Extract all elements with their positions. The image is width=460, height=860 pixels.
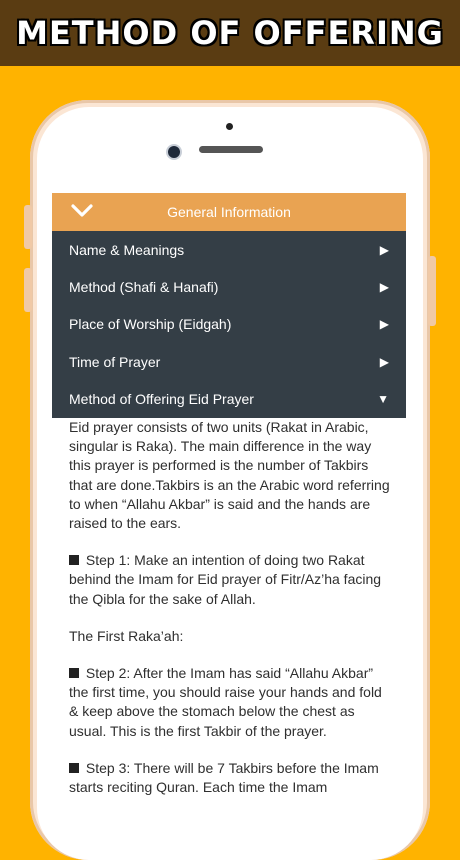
menu-list — [52, 231, 406, 418]
play-arrow-icon: ▶ — [379, 354, 389, 369]
menu-item-label: Name & Meanings — [69, 241, 185, 258]
phone-speaker — [199, 146, 263, 153]
header-title: General Information — [167, 204, 291, 220]
expanded-arrow-icon: ▼ — [377, 392, 389, 407]
menu-item-label: Method of Offering Eid Prayer — [69, 391, 254, 408]
article-content — [52, 418, 406, 815]
step-paragraph: Step 2: After the Imam has said “Allahu Akbar” the first time, you should raise your hands and fold & keep above the stomach below the chest as usual. This is the first Takbir of the prayer. — [69, 665, 382, 739]
bullet-square-icon — [69, 555, 79, 565]
menu-item-label: Place of Worship (Eidgah) — [69, 316, 232, 333]
play-arrow-icon: ▶ — [379, 317, 389, 332]
bullet-square-icon — [69, 763, 79, 773]
menu-item-name-meanings[interactable] — [52, 231, 406, 268]
app-screen — [52, 193, 406, 818]
step-paragraph: Step 3: There will be 7 Takbirs before the Imam starts reciting Quran. Each time the Imam — [69, 759, 379, 796]
banner-title: METHOD OF OFFERING — [16, 14, 444, 52]
step-paragraph: Step 1: Make an intention of doing two Rakat behind the Imam for Eid prayer of Fitr/Az’ha facing the Qibla for the sake of Allah. — [69, 552, 382, 607]
play-arrow-icon: ▶ — [379, 242, 389, 257]
chevron-down-icon[interactable] — [70, 203, 94, 219]
phone-power-button — [428, 256, 436, 326]
menu-item-time-of-prayer[interactable] — [52, 343, 406, 380]
menu-item-label: Time of Prayer — [69, 353, 161, 370]
general-information-header[interactable] — [52, 193, 406, 231]
menu-item-place-of-worship[interactable] — [52, 306, 406, 343]
menu-item-method-of-offering[interactable] — [52, 381, 406, 418]
bullet-square-icon — [69, 668, 79, 678]
top-banner — [0, 0, 460, 66]
menu-item-method[interactable] — [52, 268, 406, 305]
phone-side-button — [24, 205, 32, 249]
section-heading: The First Raka’ah: — [69, 627, 184, 644]
phone-side-button — [24, 268, 32, 312]
intro-paragraph: Eid prayer consists of two units (Rakat in Arabic, singular is Raka). The main difference in the way this prayer is performed is the number of Takbirs that are done.Takbirs is an the Arabic word referring to when “Allahu Akbar” is said and the hands are raised to the ears. — [69, 419, 390, 532]
play-arrow-icon: ▶ — [379, 280, 389, 295]
camera-icon — [168, 146, 180, 158]
phone-sensor — [226, 123, 233, 130]
menu-item-label: Method (Shafi & Hanafi) — [69, 279, 219, 296]
